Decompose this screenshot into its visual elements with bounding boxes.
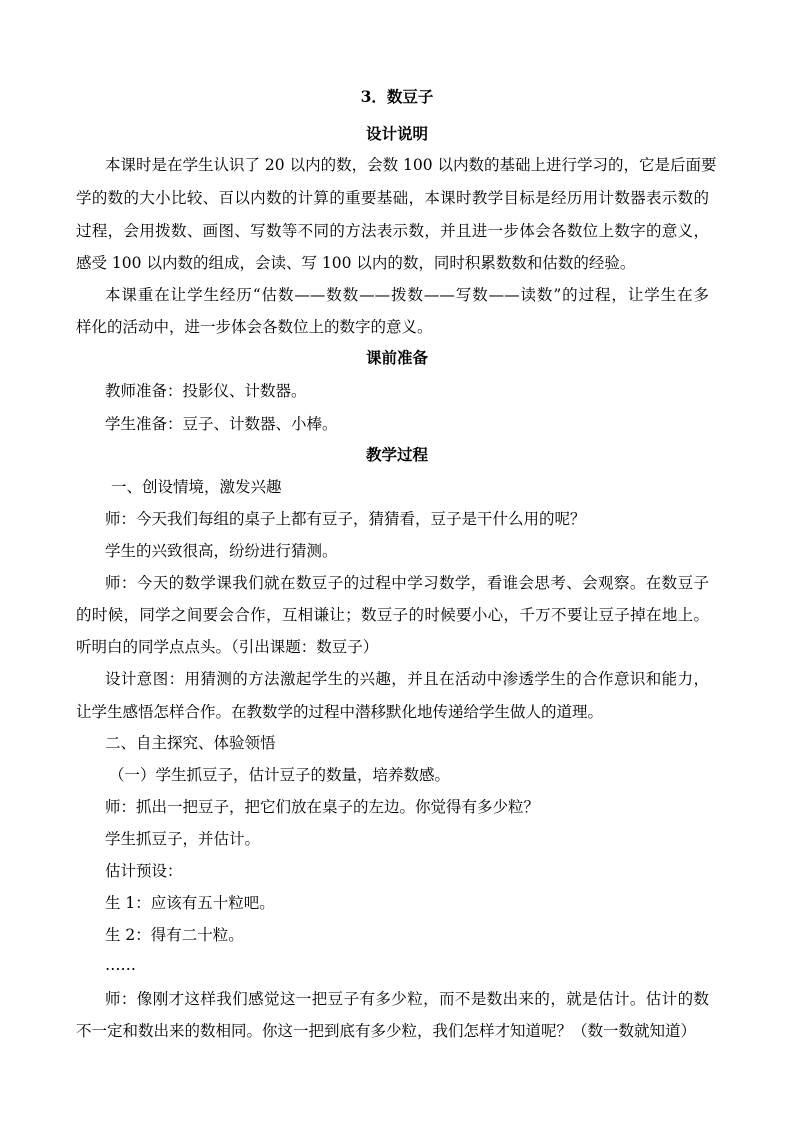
prep-heading: 课前准备 — [365, 348, 428, 367]
design-paragraph-1-line: 学的数的大小比较、百以内数的计算的重要基础，本课时教学目标是经历用计数器表示数的 — [76, 189, 709, 207]
s1-line: 学生的兴致很高，纷纷进行猜测。 — [105, 542, 338, 560]
design-paragraph-2-line: 样化的活动中，进一步体会各数位上的数字的意义。 — [76, 318, 433, 336]
section-2-heading: 二、自主探究、体验领悟 — [105, 734, 276, 752]
lesson-title: 3．数豆子 — [360, 87, 434, 106]
s2-line: 生 2：得有二十粒。 — [105, 926, 244, 944]
prep-student: 学生准备：豆子、计数器、小棒。 — [105, 415, 338, 433]
s2-subheading: （一）学生抓豆子，估计豆子的数量，培养数感。 — [109, 766, 451, 784]
design-paragraph-1-line: 本课时是在学生认识了 20 以内的数，会数 100 以内数的基础上进行学习的，它是后面要 — [105, 156, 717, 174]
s2-line: 估计预设： — [105, 862, 183, 880]
s2-paragraph-line: 师：像刚才这样我们感觉这一把豆子有多少粒，而不是数出来的，就是估计。估计的数 — [105, 990, 709, 1008]
process-heading: 教学过程 — [365, 445, 428, 464]
s1-line: 师：今天我们每组的桌子上都有豆子，猜猜看，豆子是干什么用的呢？ — [105, 510, 586, 528]
design-paragraph-1-line: 感受 100 以内数的组成，会读、写 100 以内的数，同时积累数数和估数的经验。 — [76, 254, 636, 272]
s2-ellipsis: …… — [105, 956, 136, 974]
s1-paragraph-line: 师：今天的数学课我们就在数豆子的过程中学习数学，看谁会思考、会观察。在数豆子 — [105, 574, 709, 592]
s2-paragraph-line: 不一定和数出来的数相同。你这一把到底有多少粒，我们怎样才知道呢？（数一数就知道） — [76, 1022, 697, 1040]
design-heading: 设计说明 — [365, 124, 428, 143]
s1-paragraph-line: 的时候，同学之间要会合作，互相谦让；数豆子的时候要小心，千万不要让豆子掉在地上。 — [76, 606, 709, 624]
design-paragraph-1-line: 过程，会用拨数、画图、写数等不同的方法表示数，并且进一步体会各数位上数字的意义， — [76, 222, 709, 240]
design-paragraph-2-line: 本课重在让学生经历“估数——数数——拨数——写数——读数”的过程，让学生在多 — [105, 286, 709, 304]
s1-intent-line: 设计意图：用猜测的方法激起学生的兴趣，并且在活动中渗透学生的合作意识和能力， — [105, 670, 709, 688]
s1-intent-line: 让学生感悟怎样合作。在教数学的过程中潜移默化地传递给学生做人的道理。 — [76, 703, 604, 721]
section-1-heading: 一、创设情境，激发兴趣 — [111, 478, 282, 496]
s2-line: 生 1：应该有五十粒吧。 — [105, 894, 275, 912]
s2-line: 师：抓出一把豆子，把它们放在桌子的左边。你觉得有多少粒？ — [105, 798, 540, 816]
prep-teacher: 教师准备：投影仪、计数器。 — [105, 382, 307, 400]
s2-line: 学生抓豆子，并估计。 — [105, 830, 261, 848]
s1-paragraph-line: 听明白的同学点点头。（引出课题：数豆子） — [76, 638, 379, 656]
